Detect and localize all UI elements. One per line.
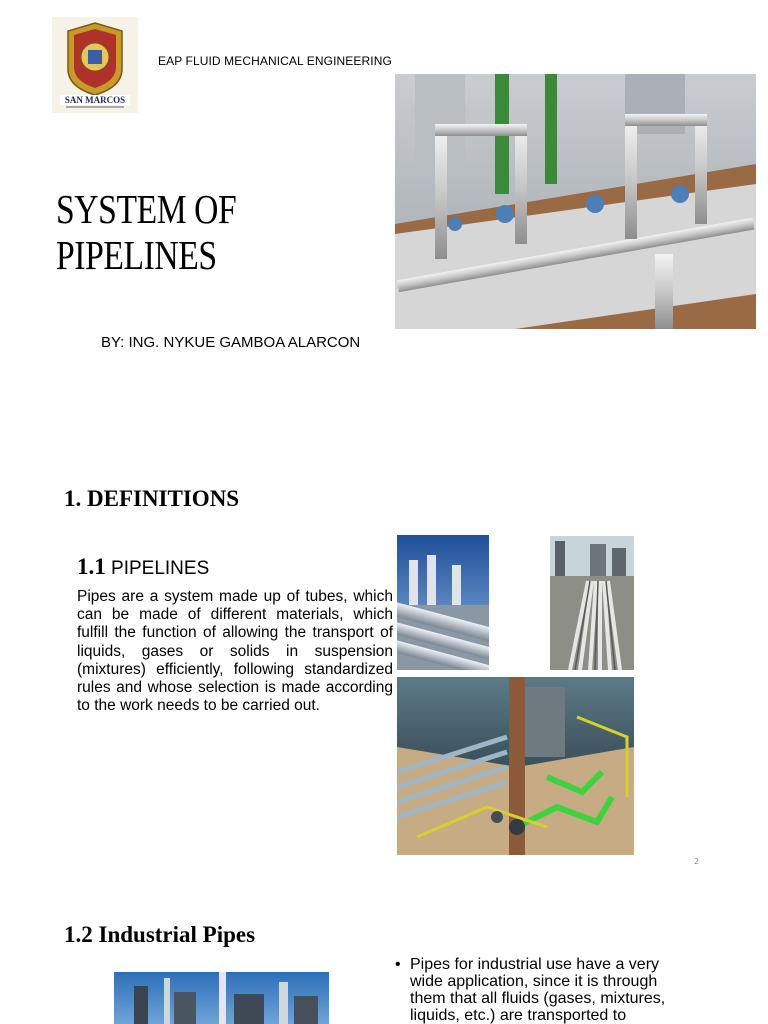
industrial-pipes-bullet — [395, 956, 695, 1024]
refinery-photo — [114, 972, 329, 1024]
logo-lettering: SAN MARCOS — [64, 95, 126, 105]
pipeline-photo-parallel-lines — [550, 536, 634, 670]
presentation-title — [56, 186, 253, 278]
subsection-heading-pipelines — [77, 554, 209, 580]
subsection-label: PIPELINES — [111, 558, 210, 579]
section-heading-definitions: 1. DEFINITIONS — [64, 486, 240, 511]
pipeline-3d-model-image — [397, 677, 634, 855]
author-credit: BY: ING. NYKUE GAMBOA ALARCON — [101, 334, 361, 351]
title-line-1: SYSTEM OF — [56, 186, 237, 232]
university-seal-logo — [52, 17, 138, 113]
institution-name: EAP FLUID MECHANICAL ENGINEERING — [158, 54, 392, 68]
bullet-marker: • — [395, 956, 401, 973]
title-line-2: PIPELINES — [56, 232, 217, 278]
pipelines-definition-paragraph: Pipes are a system made up of tubes, which can be made of different materials, which fulfill the function of allowing the transport of liquids, gases or solids in suspension (mixtures) efficiently, following standardized rules and whose selection is made according to the work needs to be carried out. — [77, 588, 393, 715]
subsection-number: 1.1 — [77, 554, 106, 579]
page-number: 2 — [694, 857, 700, 866]
pipeline-photo-storage-tanks — [397, 535, 489, 670]
section-heading-industrial-pipes: 1.2 Industrial Pipes — [64, 922, 256, 947]
bullet-text: Pipes for industrial use have a very wide application, since it is through them that all fluids (gases, mixtures, liquids, etc.) are transported to — [410, 956, 666, 1024]
pipeline-installation-image — [395, 74, 756, 329]
